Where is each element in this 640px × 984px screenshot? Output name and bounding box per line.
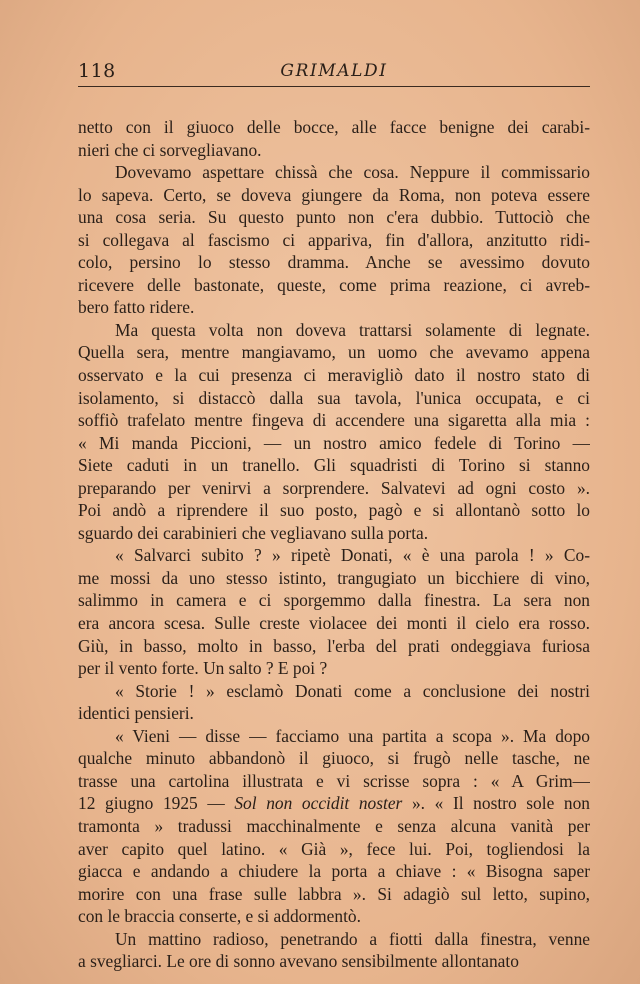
latin-phrase: Sol non occidit noster: [234, 793, 403, 814]
text-line: giacca e andando a chiudere la porta a chiave : « Bisogna saper: [78, 861, 590, 882]
text-line: identici pensieri.: [78, 703, 194, 724]
paragraph: [78, 928, 590, 973]
text-line: a svegliarci. Le ore di sonno avevano sensibilmente allontanato: [78, 951, 519, 972]
text-line: Quella sera, mentre mangiavamo, un uomo che avevamo appena: [78, 342, 590, 363]
text-line: « Mi manda Piccioni, — un nostro amico fedele di Torino —: [78, 432, 590, 453]
paragraph: [78, 544, 590, 679]
text-line: bero fatto ridere.: [78, 297, 195, 318]
text-line: 12 giugno 1925 — Sol non occidit noster ». « Il nostro sole non: [78, 793, 590, 814]
text-line: qualche minuto abbandonò il giuoco, si frugò nelle tasche, ne: [78, 748, 590, 769]
page-number: 118: [78, 60, 116, 82]
text-line: una cosa seria. Su questo punto non c'era dubbio. Tuttociò che: [78, 207, 590, 228]
text-line: soffiò trafelato mentre fingeva di accendere una sigaretta alla mia :: [78, 410, 590, 431]
text-line: me mossi da uno stesso istinto, trangugiato un bicchiere di vino,: [78, 567, 590, 588]
text-line: Un mattino radioso, penetrando a fiotti dalla finestra, venne: [115, 928, 590, 949]
text-line: Giù, in basso, molto in basso, l'erba del prati ondeggiava furiosa: [78, 635, 590, 656]
text-line: Ma questa volta non doveva trattarsi solamente di legnate.: [115, 319, 590, 340]
text-line: ricevere delle bastonate, queste, come prima reazione, ci avreb-: [78, 274, 590, 295]
text-line: per il vento forte. Un salto ? E poi ?: [78, 658, 328, 679]
text-line: si collegava al fascismo ci appariva, fin d'allora, anzitutto ridi-: [78, 229, 590, 250]
text-line: morire con una frase sulle labbra ». Si adagiò sul letto, supino,: [78, 883, 590, 904]
paragraph: [78, 680, 590, 725]
text-line: Dovevamo aspettare chissà che cosa. Neppure il commissario: [115, 162, 590, 183]
text-line: netto con il giuoco delle bocce, alle facce benigne dei carabi-: [78, 117, 590, 137]
text-line: aver capito quel latino. « Già », fece lui. Poi, togliendosi la: [78, 838, 590, 859]
text-line: lo sapeva. Certo, se doveva giungere da Roma, non poteva essere: [78, 184, 590, 205]
text-line: isolamento, si distaccò dalla sua tavola, l'unica occupata, e ci: [78, 387, 590, 408]
text-line: con le braccia conserte, e si addormentò.: [78, 906, 361, 927]
text-line: nieri che ci sorvegliavano.: [78, 139, 262, 160]
text-line: « Storie ! » esclamò Donati come a conclusione dei nostri: [115, 680, 590, 701]
text-line: « Vieni — disse — facciamo una partita a scopa ». Ma dopo: [115, 725, 590, 746]
text-line: Poi andò a riprendere il suo posto, pagò e si allontanò sotto lo: [78, 500, 590, 521]
text-line: era ancora scesa. Sulle creste violacee dei monti il cielo era rosso.: [78, 613, 590, 634]
text-line: preparando per venirvi a sorprendere. Salvatevi ad ogni costo ».: [78, 477, 590, 498]
page-body: [78, 116, 590, 973]
text-line: osservato e la cui presenza ci meravigliò dato il nostro stato di: [78, 365, 590, 386]
running-title: GRIMALDI: [280, 61, 388, 81]
paragraph: [78, 319, 590, 544]
page-header: [78, 58, 590, 87]
text-line: colo, persino lo stesso dramma. Anche se avessimo dovuto: [78, 252, 590, 273]
text-line: tramonta » tradussi macchinalmente e senza alcuna vanità per: [78, 815, 590, 836]
text-line: Siete caduti in un tranello. Gli squadristi di Torino si stanno: [78, 455, 590, 476]
text-line: trasse una cartolina illustrata e vi scrisse sopra : « A Grim—: [78, 770, 590, 791]
text-line: « Salvarci subito ? » ripetè Donati, « è una parola ! » Co-: [115, 545, 590, 566]
paragraph: [78, 116, 590, 161]
text-line: sguardo dei carabinieri che vegliavano sulla porta.: [78, 522, 429, 543]
paragraph: [78, 161, 590, 319]
paragraph: [78, 725, 590, 928]
text-line: salimmo in camera e ci sporgemmo dalla finestra. La sera non: [78, 590, 590, 611]
